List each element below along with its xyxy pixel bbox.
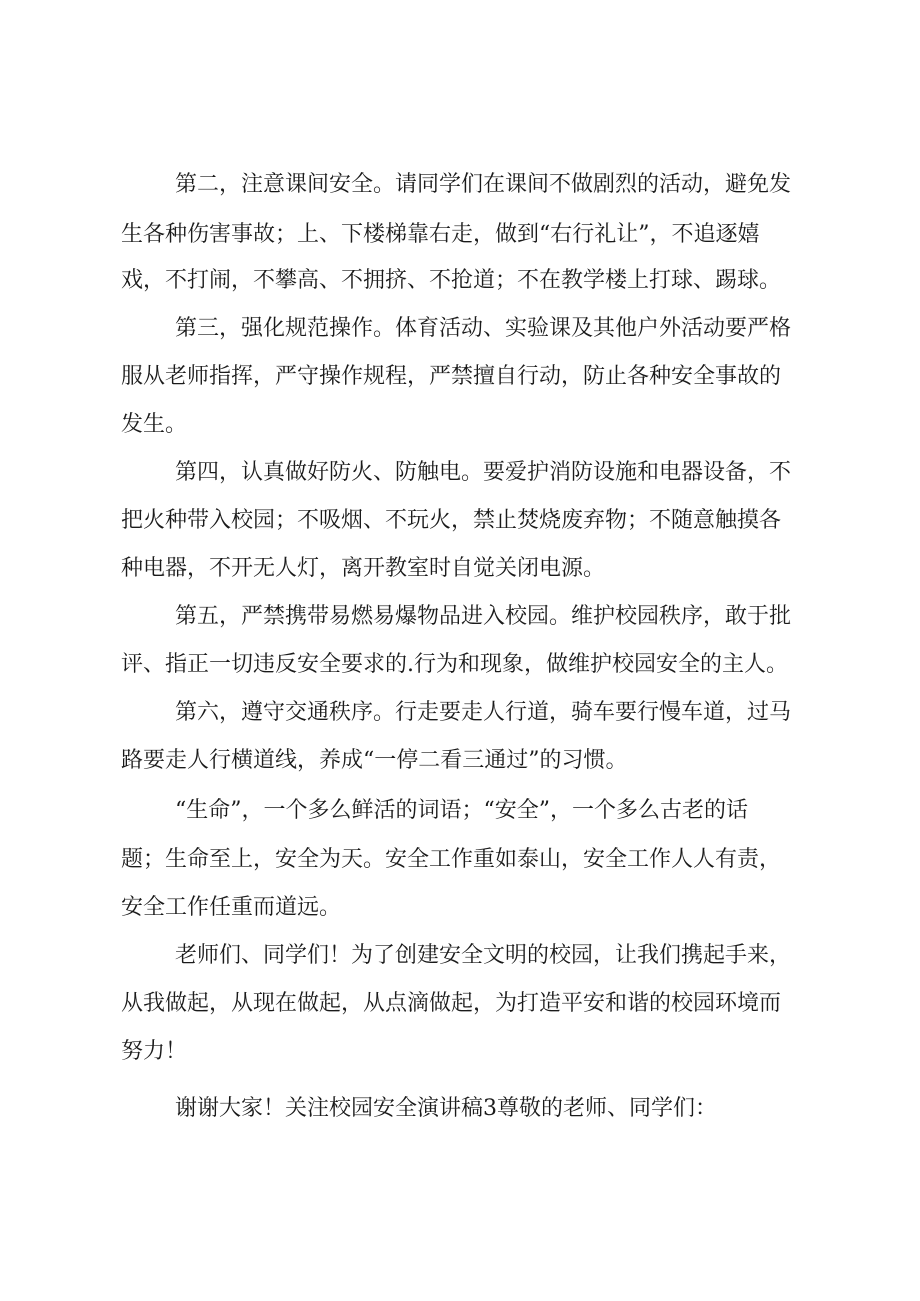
paragraph-3-line-2: 把火种带入校园；不吸烟、不玩火，禁止焚烧废弃物；不随意触摸各 (121, 508, 782, 533)
paragraph-4-line-2: 评、指正一切违反安全要求的.行为和现象，做维护校园安全的主人。 (121, 652, 788, 677)
paragraph-6-line-2: 题；生命至上，安全为天。安全工作重如泰山，安全工作人人有责， (121, 847, 782, 872)
paragraph-5-line-2: 路要走人行横道线，养成“一停二看三通过”的习惯。 (121, 748, 628, 773)
paragraph-1-line-3: 戏，不打闹，不攀高、不拥挤、不抢道；不在教学楼上打球、踢球。 (121, 268, 782, 293)
paragraph-7-line-1: 老师们、同学们！为了创建安全文明的校园，让我们携起手来， (175, 943, 792, 968)
paragraph-1-line-1: 第二，注意课间安全。请同学们在课间不做剧烈的活动，避免发 (175, 172, 792, 197)
paragraph-2-line-3: 发生。 (121, 412, 188, 437)
paragraph-5-line-1: 第六，遵守交通秩序。行走要走人行道，骑车要行慢车道，过马 (175, 700, 792, 725)
paragraph-4-line-1: 第五，严禁携带易燃易爆物品进入校园。维护校园秩序，敢于批 (175, 604, 792, 629)
paragraph-7-line-2: 从我做起，从现在做起，从点滴做起，为打造平安和谐的校园环境而 (121, 991, 782, 1016)
paragraph-2-line-1: 第三，强化规范操作。体育活动、实验课及其他户外活动要严格 (175, 316, 792, 341)
paragraph-6-line-1: “生命”，一个多么鲜活的词语；“安全”，一个多么古老的话 (175, 798, 748, 823)
paragraph-1-line-2: 生各种伤害事故；上、下楼梯靠右走，做到“右行礼让”，不追逐嬉 (121, 222, 760, 247)
paragraph-7-line-3: 努力！ (121, 1039, 188, 1064)
paragraph-2-line-2: 服从老师指挥，严守操作规程，严禁擅自行动，防止各种安全事故的 (121, 364, 782, 389)
paragraph-8-line-1: 谢谢大家！关注校园安全演讲稿3尊敬的老师、同学们： (175, 1096, 717, 1121)
paragraph-6-line-3: 安全工作任重而道远。 (121, 895, 342, 920)
paragraph-3-line-1: 第四，认真做好防火、防触电。要爱护消防设施和电器设备，不 (175, 460, 792, 485)
paragraph-3-line-3: 种电器，不开无人灯，离开教室时自觉关闭电源。 (121, 556, 606, 581)
